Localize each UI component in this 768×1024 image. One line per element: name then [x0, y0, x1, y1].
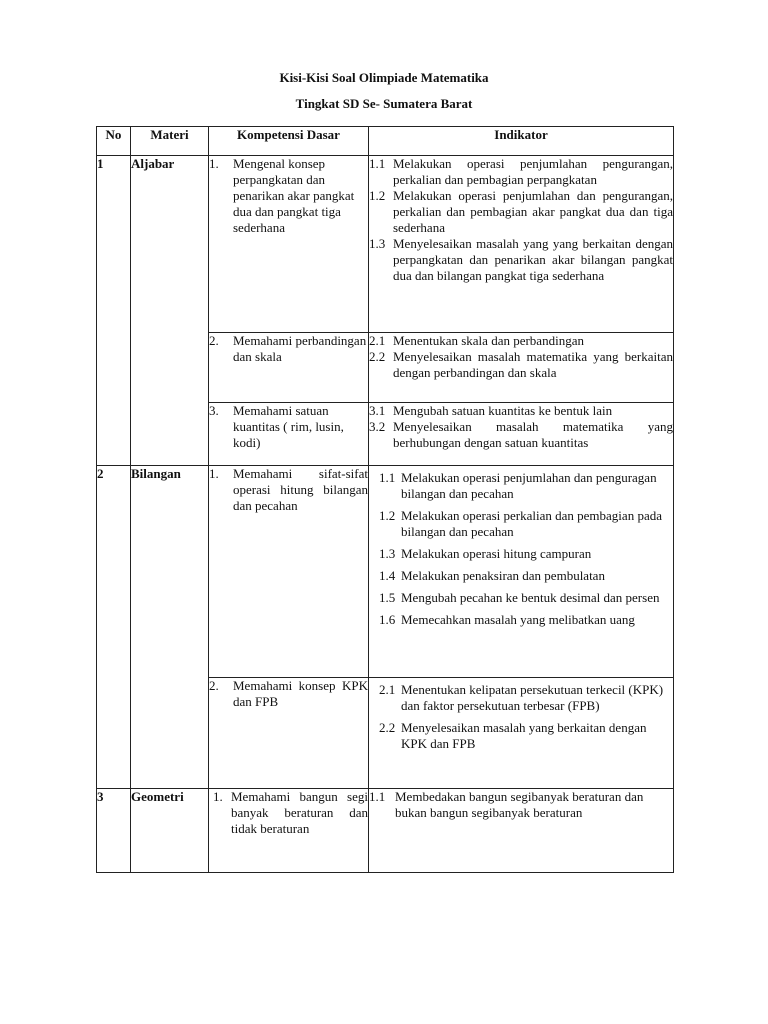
indicator-number: 2.1: [369, 333, 386, 348]
indicator-number: 1.3: [369, 236, 386, 251]
indicator-text: Menyelesaikan masalah yang yang berkaitan dengan perpangkatan dan penarikan akar bilangan pangkat dua dan bilangan pangkat tiga sederhana: [393, 236, 673, 283]
indikator-cell: [369, 678, 674, 789]
kd-text: Memahami satuan kuantitas ( rim, lusin, kodi): [233, 403, 344, 450]
kd-number: 3.: [209, 403, 219, 418]
table-row: [97, 789, 674, 873]
kompetensi-cell: [209, 789, 369, 873]
indicator-number: 1.2: [369, 188, 386, 203]
indicator-text: Mengubah pecahan ke bentuk desimal dan persen: [401, 590, 660, 605]
kd-text: Memahami konsep KPK dan FPB: [233, 678, 368, 709]
kd-number: 1.: [209, 156, 219, 171]
indicator-text: Menyelesaikan masalah matematika yang berkaitan dengan perbandingan dan skala: [393, 349, 673, 380]
document-title: Kisi-Kisi Soal Olimpiade Matematika: [279, 70, 489, 85]
indicator-text: Mengubah satuan kuantitas ke bentuk lain: [393, 403, 613, 418]
kd-text: Memahami perbandingan dan skala: [233, 333, 367, 364]
kd-text: Memahami bangun segi banyak beraturan dan tidak beraturan: [231, 789, 368, 836]
indikator-cell: [369, 403, 674, 466]
indicator-text: Menentukan skala dan perbandingan: [393, 333, 584, 348]
indicator-number: 1.1: [369, 789, 386, 804]
kompetensi-cell: [209, 156, 369, 333]
kompetensi-cell: [209, 466, 369, 678]
indicator-text: Memecahkan masalah yang melibatkan uang: [401, 612, 635, 627]
indicator-text: Melakukan operasi penjumlahan dan pengurangan, perkalian dan pembagian akar pangkat dua dan tiga sederhana: [393, 188, 673, 235]
indicator-number: 1.1: [369, 156, 386, 171]
row-materi: Geometri: [131, 789, 209, 873]
indicator-text: Melakukan operasi perkalian dan pembagian pada bilangan dan pecahan: [401, 508, 662, 539]
row-number: 1: [97, 156, 131, 466]
row-number: 3: [97, 789, 131, 873]
document-subtitle: Tingkat SD Se- Sumatera Barat: [295, 96, 473, 111]
indicator-number: 2.2: [379, 720, 396, 735]
kd-number: 2.: [209, 333, 219, 348]
table-row: [97, 156, 674, 333]
kd-number: 2.: [209, 678, 219, 693]
indicator-number: 3.1: [369, 403, 386, 418]
kd-text: Mengenal konsep perpangkatan dan penarikan akar pangkat dua dan pangkat tiga sederhana: [233, 156, 355, 235]
header-no: No: [97, 127, 131, 156]
indicator-number: 1.1: [379, 470, 396, 485]
header-kompetensi: Kompetensi Dasar: [209, 127, 369, 156]
indikator-cell: [369, 156, 674, 333]
header-indikator: Indikator: [369, 127, 674, 156]
kompetensi-cell: [209, 678, 369, 789]
kd-text: Memahami sifat-sifat operasi hitung bilangan dan pecahan: [233, 466, 368, 513]
indicator-number: 2.2: [369, 349, 386, 364]
indicator-text: Menyelesaikan masalah yang berkaitan dengan KPK dan FPB: [401, 720, 647, 751]
indicator-number: 1.6: [379, 612, 396, 627]
indicator-number: 1.5: [379, 590, 396, 605]
indicator-text: Membedakan bangun segibanyak beraturan dan bukan bangun segibanyak beraturan: [395, 789, 644, 820]
indicator-number: 1.2: [379, 508, 396, 523]
indikator-cell: [369, 789, 674, 873]
kd-number: 1.: [209, 466, 219, 481]
indicator-text: Menyelesaikan masalah matematika yang berhubungan dengan satuan kuantitas: [393, 419, 673, 450]
row-materi: Aljabar: [131, 156, 209, 466]
indicator-text: Menentukan kelipatan persekutuan terkecil (KPK) dan faktor persekutuan terbesar (FPB): [401, 682, 664, 713]
indikator-cell: [369, 466, 674, 678]
kompetensi-cell: [209, 403, 369, 466]
indicator-text: Melakukan operasi hitung campuran: [401, 546, 592, 561]
indicator-text: Melakukan operasi penjumlahan dan penguragan bilangan dan pecahan: [401, 470, 657, 501]
indicator-number: 1.3: [379, 546, 396, 561]
row-materi: Bilangan: [131, 466, 209, 789]
kisi-kisi-table: [96, 126, 674, 873]
row-number: 2: [97, 466, 131, 789]
indicator-number: 3.2: [369, 419, 386, 434]
kompetensi-cell: [209, 333, 369, 403]
indicator-number: 2.1: [379, 682, 396, 697]
indicator-text: Melakukan penaksiran dan pembulatan: [401, 568, 605, 583]
table-row: [97, 466, 674, 678]
indicator-text: Melakukan operasi penjumlahan pengurangan, perkalian dan pembagian perpangkatan: [393, 156, 673, 187]
indicator-number: 1.4: [379, 568, 396, 583]
indikator-cell: [369, 333, 674, 403]
header-materi: Materi: [131, 127, 209, 156]
kd-number: 1.: [213, 789, 223, 804]
table-header-row: [97, 127, 674, 156]
